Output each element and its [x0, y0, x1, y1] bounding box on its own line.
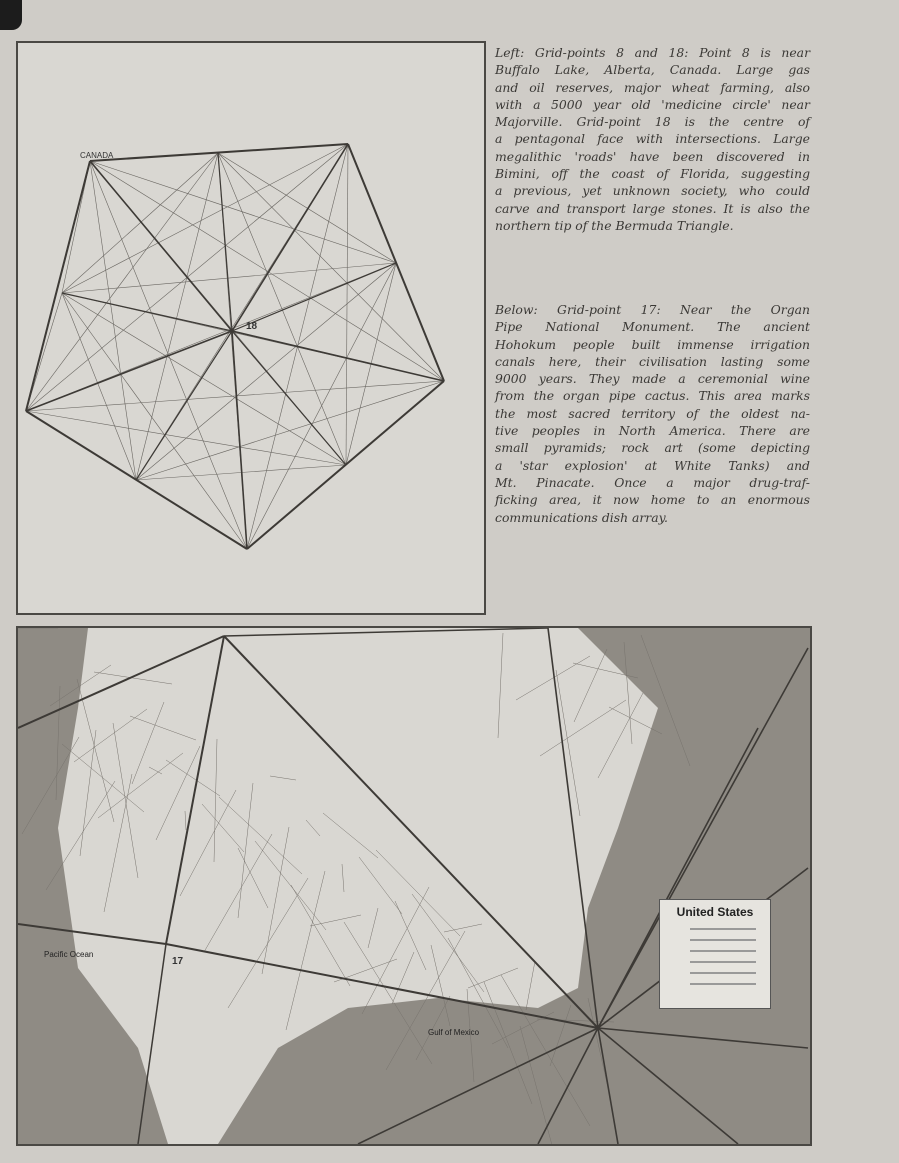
caption-line: Buffalo Lake, Alberta, Canada. Large gas	[495, 62, 810, 78]
grid-line	[26, 331, 232, 411]
map-legend	[659, 899, 771, 1009]
grid-point-18-label: 18	[246, 321, 258, 332]
grid-line	[62, 153, 218, 293]
grid-map-north-america	[16, 41, 486, 615]
grid-lines-bottom	[18, 628, 810, 1144]
gulf-of-mexico-label: Gulf of Mexico	[428, 1028, 480, 1037]
caption-line: Bimini, off the coast of Florida, suggesting	[495, 166, 810, 182]
caption-line: small pyramids; rock art (some depicting	[495, 440, 810, 456]
grid-line	[62, 144, 348, 293]
corner-tab	[0, 0, 22, 30]
grid-point-17-label: 17	[172, 956, 184, 967]
grid-line	[136, 331, 232, 480]
grid-line	[136, 153, 218, 480]
caption-line: 9000 years. They made a ceremonial wine	[495, 371, 810, 387]
canada-label: CANADA	[80, 151, 114, 160]
grid-line	[598, 1028, 618, 1144]
state-line	[550, 1005, 571, 1066]
state-line	[56, 686, 60, 800]
caption-line: from the organ pipe cactus. This area marks	[495, 388, 810, 404]
grid-line	[598, 1028, 738, 1144]
grid-line	[62, 293, 136, 480]
grid-line	[358, 1028, 598, 1144]
grid-line	[90, 161, 232, 331]
grid-line	[218, 153, 444, 381]
grid-line	[62, 293, 232, 331]
caption-line: a previous, yet unknown society, who could	[495, 183, 810, 199]
grid-line	[26, 161, 90, 411]
caption-grid-points-8-18	[495, 44, 810, 234]
caption-line: tive peoples in North America. There are	[495, 423, 810, 439]
land-mass	[58, 628, 658, 1144]
caption-grid-point-17	[495, 301, 810, 526]
grid-line	[62, 293, 346, 465]
state-line	[520, 1026, 556, 1144]
grid-map-united-states	[16, 626, 812, 1146]
grid-line	[232, 144, 348, 331]
caption-line: ficking area, it now home to an enormous	[495, 492, 810, 508]
caption-line: canals here, their civilisation lasting some	[495, 353, 810, 369]
caption-line: Pipe National Monument. The ancient	[495, 319, 810, 335]
grid-line	[232, 331, 247, 549]
grid-line	[62, 293, 247, 549]
caption-line: a pentagonal face with intersections. Large	[495, 131, 810, 147]
grid-line	[348, 144, 444, 381]
caption-line: communications dish array.	[495, 509, 668, 525]
caption-line: Majorville. Grid-point 18 is the centre of	[495, 114, 810, 130]
grid-line	[90, 161, 444, 381]
legend-title: United States	[676, 905, 754, 919]
grid-line	[232, 331, 346, 465]
caption-line: carve and transport large stones. It is also the	[495, 200, 810, 216]
caption-line: Left: Grid-points 8 and 18: Point 8 is near	[495, 45, 810, 60]
caption-line: the most sacred territory of the oldest na-	[495, 405, 810, 421]
grid-line	[218, 153, 396, 263]
caption-line: Mt. Pinacate. Once a major drug-traf-	[495, 474, 810, 490]
caption-line: Below: Grid-point 17: Near the Organ	[495, 302, 810, 317]
caption-line: and oil reserves, major wheat farming, also	[495, 79, 810, 95]
caption-line: a 'star explosion' at White Tanks) and	[495, 457, 810, 473]
pacific-ocean-label: Pacific Ocean	[44, 950, 94, 959]
caption-line: megalithic 'roads' have been discovered in	[495, 148, 810, 164]
caption-line: with a 5000 year old 'medicine circle' near	[495, 96, 810, 112]
grid-line	[90, 161, 396, 263]
grid-line	[136, 381, 444, 480]
caption-line: Hohokum people built immense irrigation	[495, 336, 810, 352]
grid-line	[598, 1028, 808, 1048]
grid-line	[538, 1028, 598, 1144]
caption-line: northern tip of the Bermuda Triangle.	[495, 217, 734, 233]
